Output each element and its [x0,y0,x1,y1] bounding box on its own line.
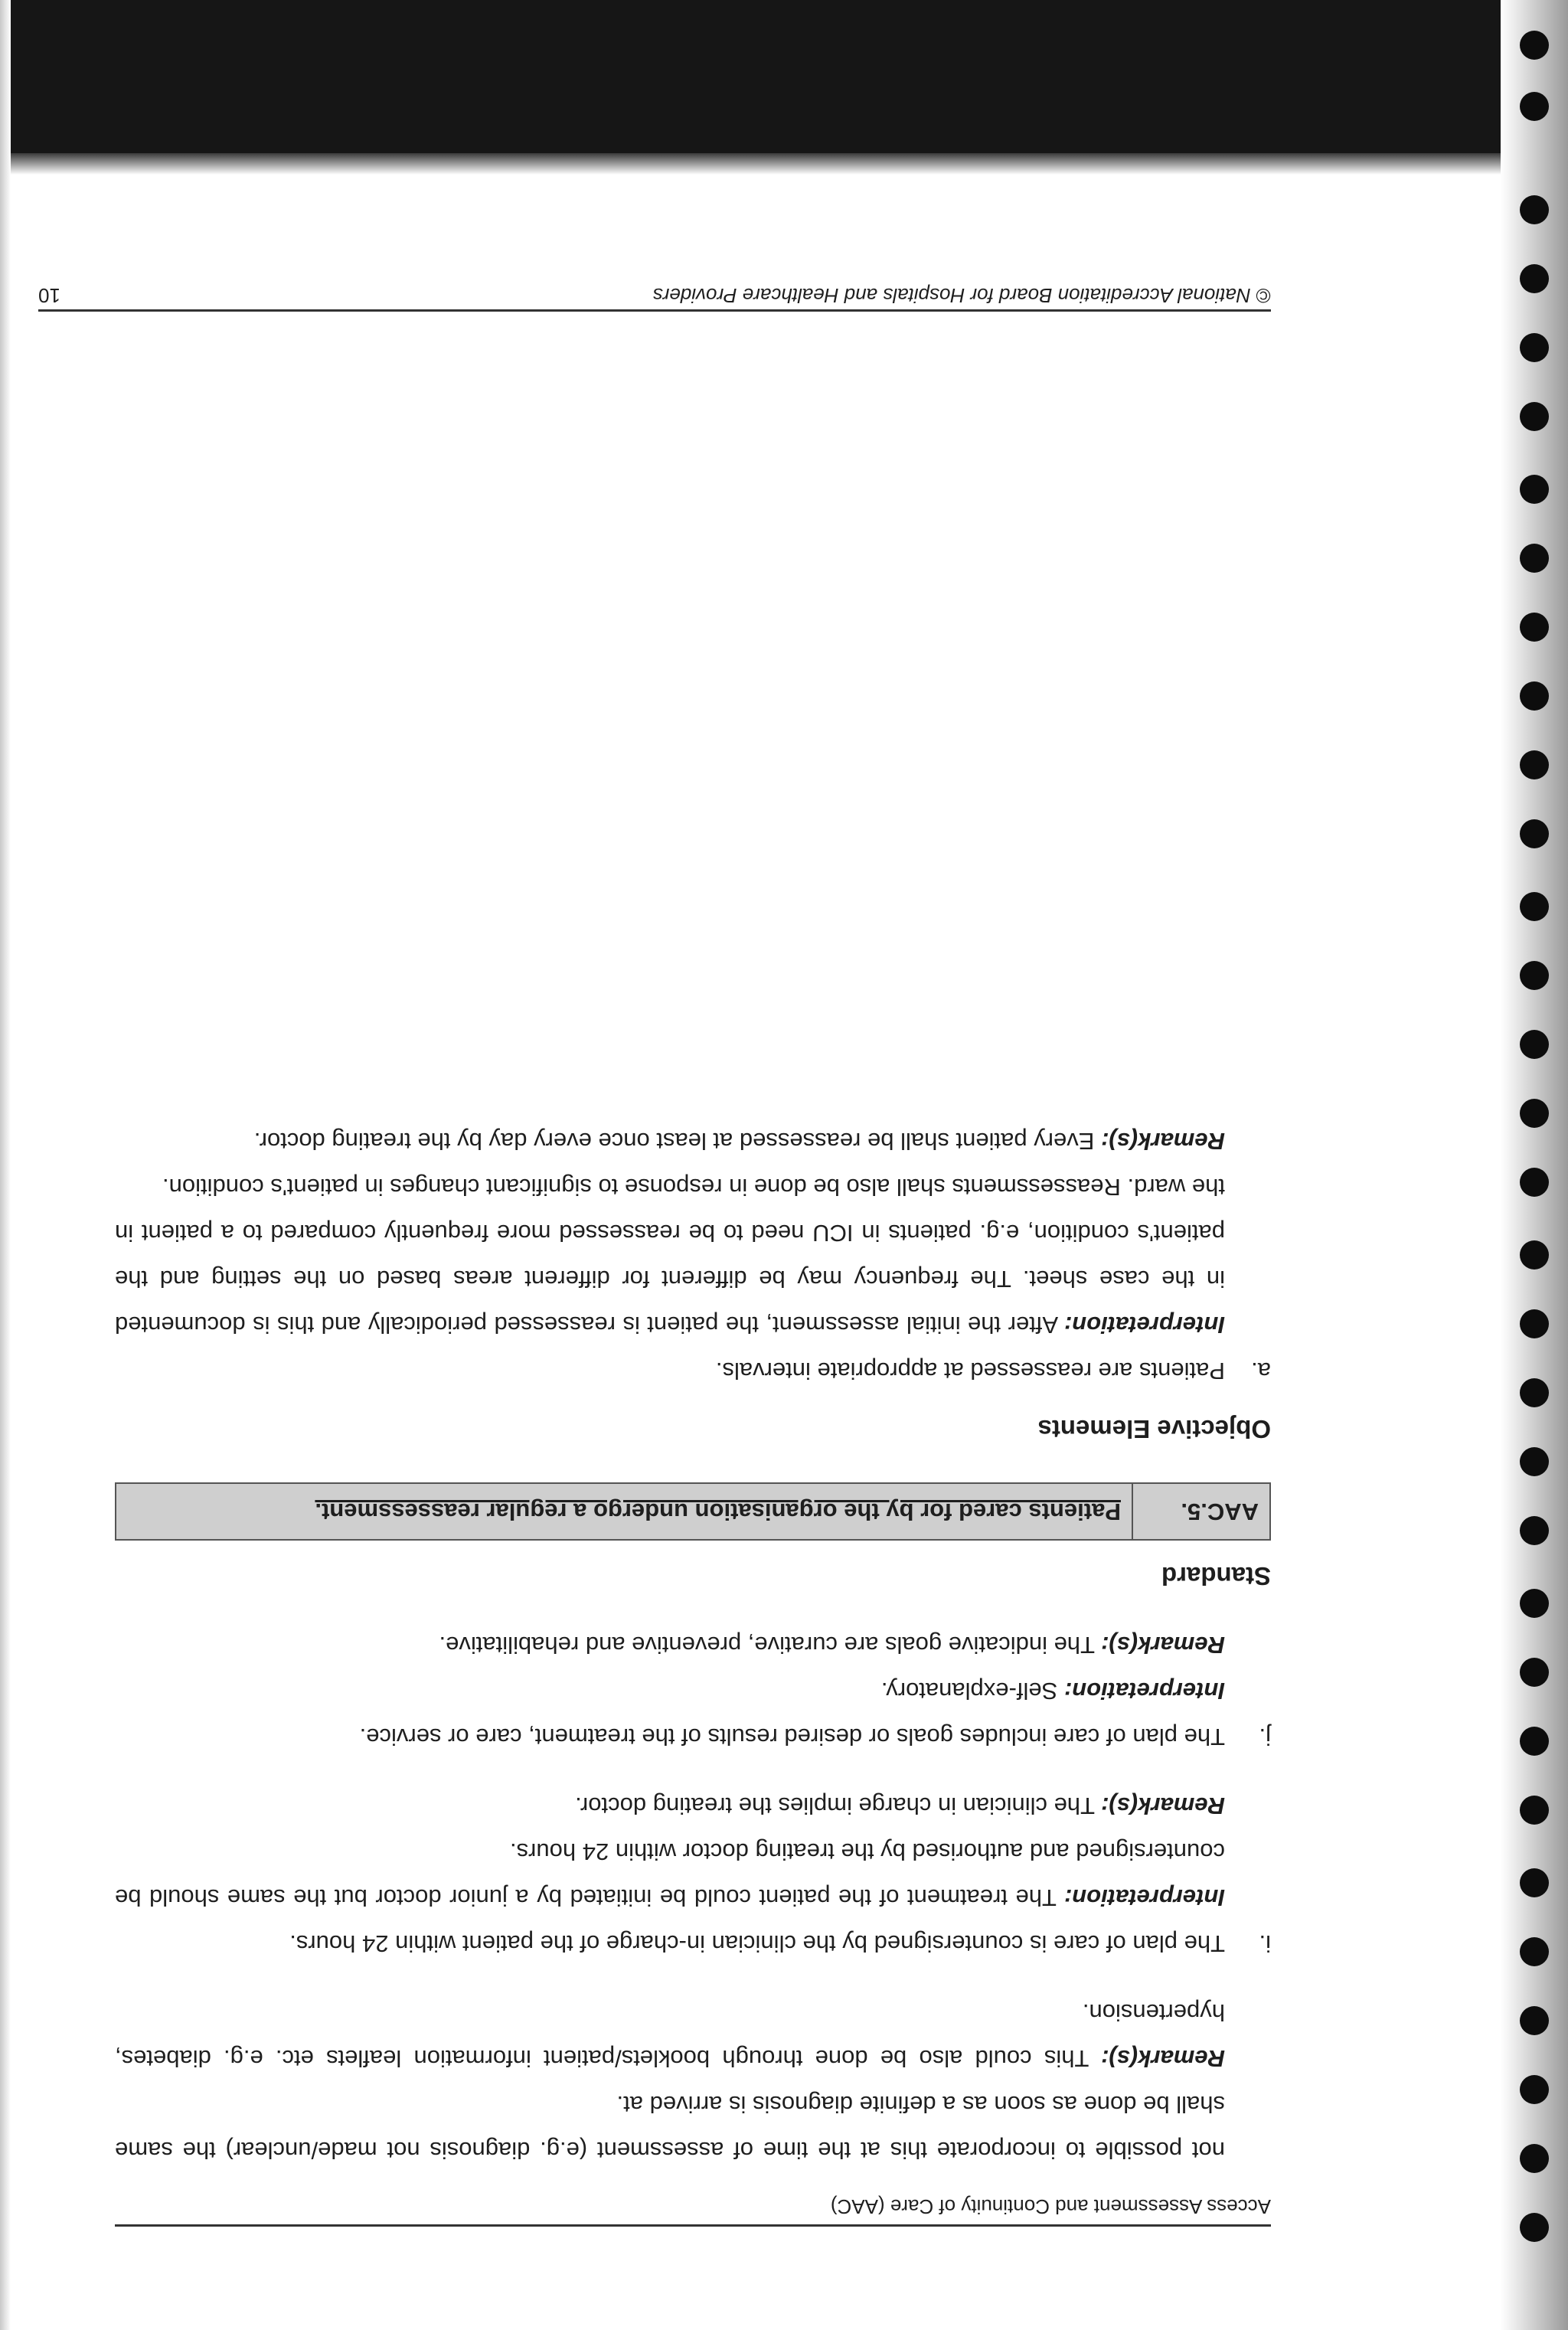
item-marker: i. [1259,1930,1271,1957]
interpretation-text: Self-explanatory. [880,1678,1064,1704]
interpretation [115,1164,1225,1348]
objective-elements-heading: Objective Elements [1037,1415,1271,1443]
continued-paragraph: not possible to incorporate this at the time of assessment (e.g. diagnosis not made/unclear) the same shall be done as soon as a definite diagnosis is arrived at. [115,2091,1225,2164]
footer-rule [38,309,1271,312]
footer-row [38,282,1271,309]
interpretation-label: Interpretation: [1063,1884,1225,1911]
remark-text: The indicative goals are curative, preventive and rehabilitative. [439,1632,1102,1658]
remark-text: Every patient shall be reassessed at least once every day by the treating doctor. [253,1128,1102,1155]
interpretation [115,1828,1225,1920]
page-content [115,1095,1271,2173]
page-footer [38,282,1271,316]
interpretation-text: After the initial assessment, the patient is reassessed periodically and this is documented in the case sheet. The frequency may be different for different areas based on the setting and the patient's condition, e.g. patients in ICU need to be reassessed more frequently compared to a patient in the ward. Reassessments shall also be done in response to significant changes in patient's condition. [115,1174,1225,1338]
remark-label: Remark(s): [1101,1128,1225,1155]
remark [115,1118,1225,1164]
objective-element-j [115,1622,1271,1760]
objective-element-a [115,1118,1271,1394]
standard-text: Patients cared for by the organisation undergo a regular reassessment. [315,1498,1121,1525]
remark-text: The clinician in charge implies the treating doctor. [575,1792,1102,1819]
page-number: 10 [38,284,60,307]
remark [115,1783,1225,1828]
item-text: The plan of care is countersigned by the clinician in-charge of the patient within 24 hours. [289,1930,1225,1957]
standard-box [115,1482,1271,1541]
remark-text: This could also be done through booklets/patient information leaflets etc. e.g. diabetes, hypertension. [115,1999,1225,2072]
item-text: The plan of care includes goals or desired results of the treatment, care or service. [359,1724,1225,1750]
objective-element-i [115,1783,1271,1966]
remark-label: Remark(s): [1101,1632,1225,1658]
item-marker: j. [1259,1724,1271,1750]
footer-copyright: © National Accreditation Board for Hospitals and Healthcare Providers [652,284,1271,307]
continued-remark [115,1989,1271,2081]
item-text: Patients are reassessed at appropriate intervals. [715,1358,1225,1384]
standard-code: AAC.5. [1132,1484,1269,1539]
interpretation-text: The treatment of the patient could be initiated by a junior doctor but the same should be countersigned and authorised by the treating doctor within 24 hours. [115,1838,1225,1911]
interpretation-label: Interpretation: [1063,1678,1225,1704]
interpretation-label: Interpretation: [1063,1312,1225,1338]
running-header [115,2194,1271,2227]
interpretation [115,1668,1225,1714]
standard-heading: Standard [1161,1562,1271,1590]
remark-label: Remark(s): [1101,1792,1225,1819]
remark-label: Remark(s): [1101,2045,1225,2072]
item-marker: a. [1251,1358,1271,1384]
remark [115,1622,1225,1668]
running-header-title: Access Assessment and Continuity of Care (AAC) [830,2195,1271,2218]
